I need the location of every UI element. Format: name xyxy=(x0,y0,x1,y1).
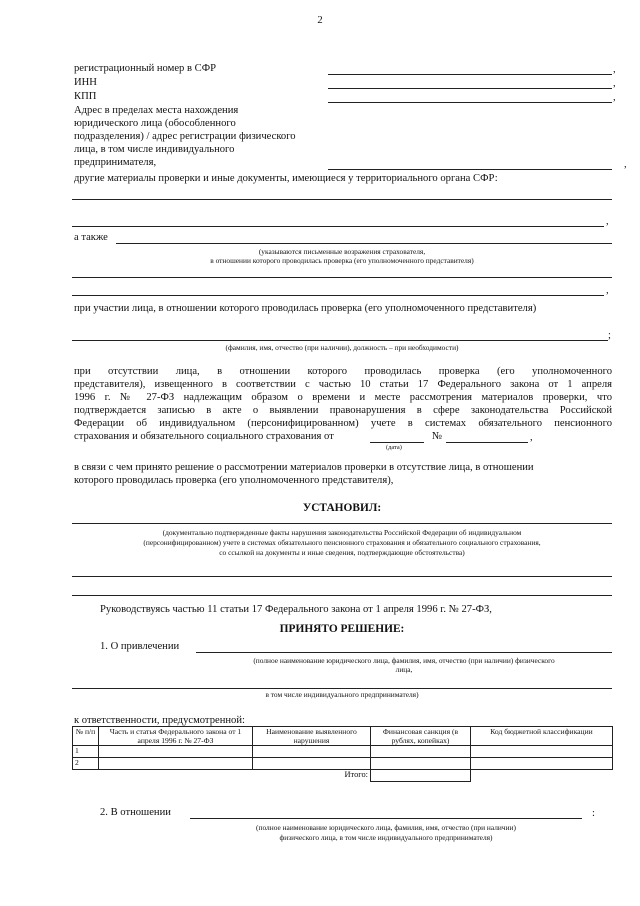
page-number: 2 xyxy=(317,15,323,26)
established-heading: УСТАНОВИЛ: xyxy=(302,502,382,514)
row-number: 2 xyxy=(73,758,99,770)
liability-text: к ответственности, предусмотренной: xyxy=(74,715,245,726)
table-header-row xyxy=(73,727,613,746)
item2-caption-2: физического лица, в том числе индивидуального предпринимателя) xyxy=(279,833,493,842)
established-line-0[interactable] xyxy=(72,523,612,524)
reg-number-label: регистрационный номер в СФР xyxy=(74,63,216,74)
address-label-4: лица, в том числе индивидуального xyxy=(74,144,235,155)
table-cell[interactable] xyxy=(471,758,613,770)
act-number-line[interactable] xyxy=(446,442,528,443)
absence-line-3: 1996 г. № 27-ФЗ надлежащим образом о времени и месте рассмотрения материалов проверки, что xyxy=(74,392,612,403)
header-article: Часть и статья Федерального закона от 1 апреля 1996 г. № 27-ФЗ xyxy=(99,727,253,746)
table-cell[interactable] xyxy=(253,746,371,758)
objections-caption-1: (указываются письменные возражения страхователя, xyxy=(258,247,426,256)
established-line-2[interactable] xyxy=(72,595,612,596)
decision-line-1: в связи с чем принято решение о рассмотрении материалов проверки в отсутствие лица, в отношении xyxy=(74,462,534,473)
address-label-2: юридического лица (обособленного xyxy=(74,118,236,129)
other-materials-text: другие материалы проверки и иные документы, имеющиеся у территориального органа СФР: xyxy=(74,173,498,184)
item2-label: 2. В отношении xyxy=(100,807,171,818)
objections-line-2[interactable] xyxy=(72,295,604,296)
address-line[interactable] xyxy=(328,169,612,170)
objections-line-1[interactable] xyxy=(72,277,612,278)
decision-heading: ПРИНЯТО РЕШЕНИЕ: xyxy=(279,623,405,635)
item1-line-2[interactable] xyxy=(72,688,612,689)
participant-line[interactable] xyxy=(72,340,608,341)
date-caption: (дата) xyxy=(386,444,402,451)
inn-label: ИНН xyxy=(74,77,97,88)
established-line-1[interactable] xyxy=(72,576,612,577)
table-row xyxy=(73,746,613,758)
item2-line[interactable] xyxy=(190,818,582,819)
table-cell[interactable] xyxy=(253,758,371,770)
kpp-label: КПП xyxy=(74,91,97,102)
objections-caption-2: в отношении которого проводилась проверка (его уполномоченного представителя) xyxy=(210,256,474,265)
absence-line-6: страхования и обязательного социального страхования от xyxy=(74,431,334,442)
item1-line[interactable] xyxy=(196,652,612,653)
item2-caption-1: (полное наименование юридического лица, фамилия, имя, отчество (при наличии) xyxy=(256,823,516,832)
table-total-row xyxy=(73,770,613,782)
item1-label: 1. О привлечении xyxy=(100,641,180,652)
established-caption-3: со ссылкой на документы и иные сведения, подтверждающие обстоятельства) xyxy=(219,548,465,557)
number-sign: № xyxy=(432,431,443,442)
absence-line-1: при отсутствии лица, в отношении которого проводилась проверка (его уполномоченного xyxy=(74,366,612,377)
absence-line-2: представителя), извещенного в соответствии с частью 10 статьи 17 Федерального закона от 1 апреля xyxy=(74,379,612,390)
established-caption-2: (персонифицированном) учете в системах обязательного пенсионного страхования и обязательного социального страхования, xyxy=(143,538,541,547)
absence-line-5: Федерации об индивидуальном (персонифицированном) учете в системах обязательного пенсионного xyxy=(74,418,612,429)
materials-line-2[interactable] xyxy=(72,226,604,227)
also-label: а также xyxy=(74,232,108,243)
table-cell[interactable] xyxy=(471,746,613,758)
address-label-1: Адрес в пределах места нахождения xyxy=(74,105,239,116)
reg-number-line[interactable] xyxy=(328,74,612,75)
established-caption-1: (документально подтвержденные факты нарушения законодательства Российской Федерации об индивидуальном xyxy=(162,528,522,537)
table-row xyxy=(73,758,613,770)
decision-line-2: которого проводилась проверка (его уполномоченного представителя), xyxy=(74,475,394,486)
also-line[interactable] xyxy=(116,243,612,244)
item1-caption-2: лица, xyxy=(395,665,413,674)
fio-caption: (фамилия, имя, отчество (при наличии), должность – при необходимости) xyxy=(225,343,459,352)
row-number: 1 xyxy=(73,746,99,758)
materials-line-1[interactable] xyxy=(72,199,612,200)
table-cell[interactable] xyxy=(99,746,253,758)
header-number: № п/п xyxy=(73,727,99,746)
absence-line-4: подтверждается записью в акте о выявлении правонарушения в сфере законодательства Российской xyxy=(74,405,612,416)
table-cell[interactable] xyxy=(371,746,471,758)
table-cell[interactable] xyxy=(371,758,471,770)
kpp-line[interactable] xyxy=(328,102,612,103)
header-sanction: Финансовая санкция (в рублях, копейках) xyxy=(371,727,471,746)
address-label-5: предпринимателя, xyxy=(74,157,157,168)
item1-caption-1: (полное наименование юридического лица, фамилия, имя, отчество (при наличии) физического xyxy=(253,656,555,665)
guided-text: Руководствуясь частью 11 статьи 17 Федерального закона от 1 апреля 1996 г. № 27-ФЗ, xyxy=(100,604,492,615)
total-cell[interactable] xyxy=(371,770,471,782)
table-cell[interactable] xyxy=(99,758,253,770)
item1-caption-3: в том числе индивидуального предпринимателя) xyxy=(265,690,419,699)
header-violation: Наименование выявленного нарушения xyxy=(253,727,371,746)
participation-text: при участии лица, в отношении которого проводилась проверка (его уполномоченного представителя) xyxy=(74,303,537,314)
total-label: Итого: xyxy=(344,770,368,779)
header-kbk: Код бюджетной классификации xyxy=(471,727,613,746)
address-label-3: подразделения) / адрес регистрации физического xyxy=(74,131,296,142)
inn-line[interactable] xyxy=(328,88,612,89)
sanctions-table xyxy=(72,726,613,782)
